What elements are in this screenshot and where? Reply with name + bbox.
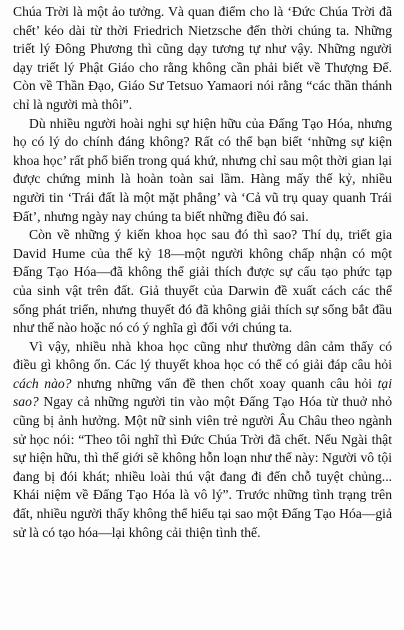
- paragraph-3: [13, 226, 392, 338]
- paragraph-4-italic-why: tại sao?: [13, 375, 393, 410]
- paragraph-4-text-c: Ngay cả những người tin vào một Đấng Tạo Hóa từ thuở nhỏ cũng bị ảnh hưởng. Một nữ sinh viên trẻ người Âu Châu theo ngành sử học nói: “Theo tôi nghĩ thì Đức Chúa Trời đã chết. Nếu Ngài thật sự hiện hữu, thì thế giới sẽ không hỗn loạn như thế này: Người vô tội đang bị đói khát; nhiều loài thú vật đang đi đến chỗ tuyệt chủng... Khái niệm về Đấng Tạo Hóa là vô lý”. Trước những tình trạng trên đất, nhiều người thấy không thể hiểu tại sao một Đấng Tạo Hóa—giả sử là có tạo hóa—lại không cải thiện tình thế.: [13, 394, 392, 540]
- paragraph-4-text-a: Vì vậy, nhiều nhà khoa học cũng như thường dân cảm thấy có điều gì không ổn. Các lý thuyết khoa học có thể có giải đáp câu hỏi: [13, 338, 392, 373]
- paragraph-2-text: Dù nhiều người hoài nghi sự hiện hữu của Đấng Tạo Hóa, nhưng họ có lý do chính đáng không? Rất có thể bạn biết ‘những sự kiện khoa học’ rất phổ biến trong quá khứ, nhưng chỉ sau một thời gian lại được chứng minh là hoàn toàn sai lầm. Hàng mấy thế kỷ, nhiều người tin ‘Trái đất là một mặt phẳng’ và ‘Cả vũ trụ quay quanh Trái Đất’, nhưng ngày nay chúng ta biết những điều đó sai.: [13, 115, 392, 224]
- paragraph-4-text-b: nhưng những vấn đề then chốt xoay quanh câu hỏi: [71, 375, 378, 391]
- paragraph-4: [13, 338, 392, 543]
- paragraph-1: [13, 3, 392, 115]
- paragraph-2: [13, 115, 392, 227]
- paragraph-3-text: Còn về những ý kiến khoa học sau đó thì sao? Thí dụ, triết gia David Hume của thế kỷ 18—một người không chấp nhận có một Đấng Tạo Hóa—đã không thể giải thích được sự cấu tạo phức tạp của sinh vật trên đất. Giả thuyết của Darwin đề xuất cách các thể sống phát triển, nhưng thuyết đó đã không giải thích sự sống bắt đầu như thế nào hoặc nó có ý nghĩa gì đối với chúng ta.: [13, 227, 392, 336]
- paragraph-4-italic-how: cách nào?: [13, 375, 72, 391]
- paragraph-1-text: Chúa Trời là một ảo tưởng. Và quan điểm cho là ‘Đức Chúa Trời đã chết’ kéo dài từ thời Friedrich Nietzsche đến thời chúng ta. Những triết lý Đông Phương thì cũng dạy tương tự như vậy. Những người dạy triết lý Phật Giáo cho rằng không cần phải biết về Thượng Đế. Còn về Thần Đạo, Giáo Sư Tetsuo Yamaori nói rằng “các thần thánh chỉ là người mà thôi”.: [13, 4, 392, 112]
- document-body: [13, 3, 392, 542]
